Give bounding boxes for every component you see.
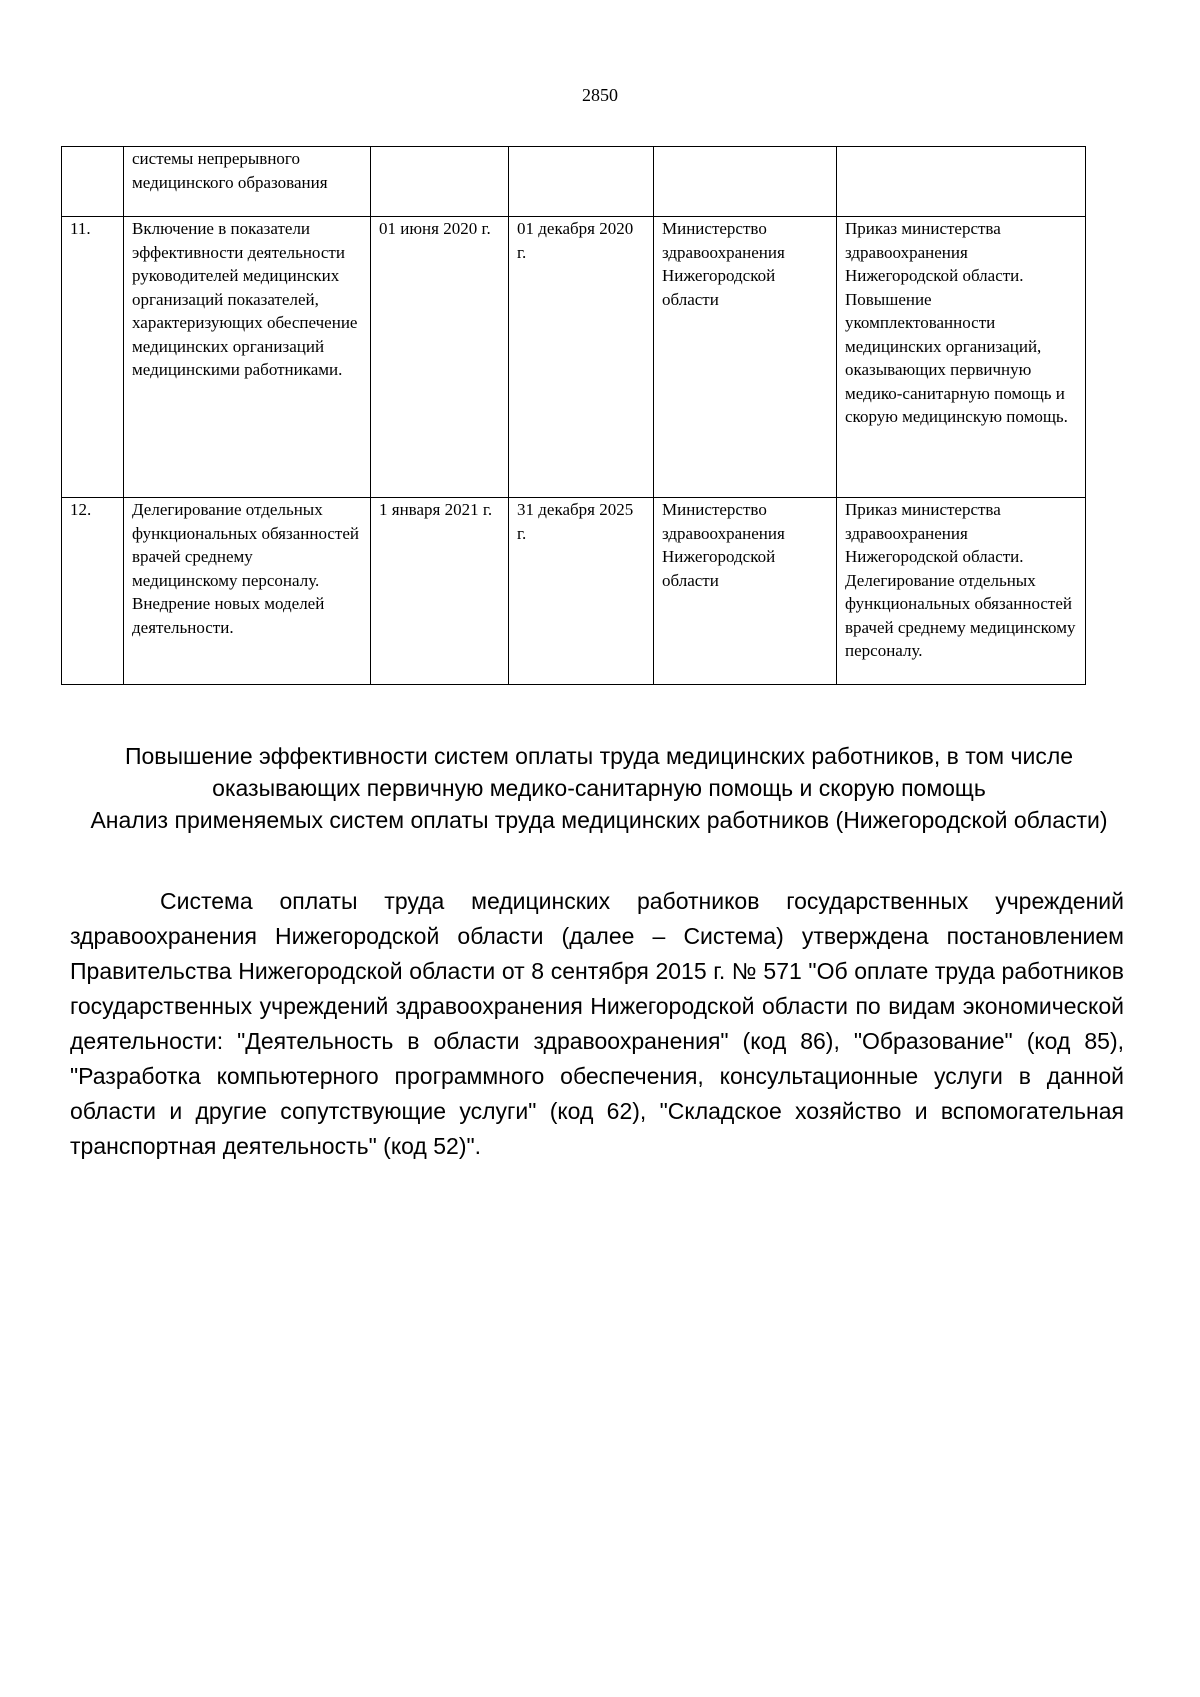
table-row	[62, 217, 1086, 498]
row-number-cell: 12.	[62, 498, 124, 685]
end-date-cell: 31 декабря 2025 г.	[509, 498, 654, 685]
responsible-cell: Министерство здравоохранения Нижегородской области	[654, 498, 837, 685]
page-number: 2850	[582, 85, 618, 105]
start-date-cell	[371, 147, 509, 217]
end-date-cell	[509, 147, 654, 217]
measures-table	[61, 146, 1086, 685]
start-date-cell: 1 января 2021 г.	[371, 498, 509, 685]
result-cell	[837, 147, 1086, 217]
responsible-cell	[654, 147, 837, 217]
end-date-cell: 01 декабря 2020 г.	[509, 217, 654, 498]
section-heading-subtitle: Анализ применяемых систем оплаты труда медицинских работников (Нижегородской области)	[90, 807, 1108, 833]
responsible-cell: Министерство здравоохранения Нижегородской области	[654, 217, 837, 498]
measure-name-cell: Включение в показатели эффективности деятельности руководителей медицинских организаций показателей, характеризующих обеспечение медицинских организаций медицинскими работниками.	[124, 217, 371, 498]
row-number-cell: 11.	[62, 217, 124, 498]
table-row	[62, 498, 1086, 685]
start-date-cell: 01 июня 2020 г.	[371, 217, 509, 498]
result-cell: Приказ министерства здравоохранения Нижегородской области. Делегирование отдельных функциональных обязанностей врачей среднему медицинскому персоналу.	[837, 498, 1086, 685]
section-heading-title: Повышение эффективности систем оплаты труда медицинских работников, в том числе оказывающих первичную медико-санитарную помощь и скорую помощь	[124, 743, 1074, 801]
body-paragraph: Система оплаты труда медицинских работников государственных учреждений здравоохранения Нижегородской области (далее – Система) утверждена постановлением Правительства Нижегородской области от 8 сентября 2015 г. № 571 "Об оплате труда работников государственных учреждений здравоохранения Нижегородской области по видам экономической деятельности: "Деятельность в области здравоохранения" (код 86), "Образование" (код 85), "Разработка компьютерного программного обеспечения, консультационные услуги в данной области и другие сопутствующие услуги" (код 62), "Складское хозяйство и вспомогательная транспортная деятельность" (код 52)".	[70, 888, 1124, 1159]
measure-name-cell: Делегирование отдельных функциональных обязанностей врачей среднему медицинскому персоналу. Внедрение новых моделей деятельности.	[124, 498, 371, 685]
row-number-cell	[62, 147, 124, 217]
section-heading	[60, 740, 1138, 836]
result-cell: Приказ министерства здравоохранения Нижегородской области. Повышение укомплектованности медицинских организаций, оказывающих первичную медико-санитарную помощь и скорую медицинскую помощь.	[837, 217, 1086, 498]
table-row	[62, 147, 1086, 217]
measure-name-cell: системы непрерывного медицинского образования	[124, 147, 371, 217]
